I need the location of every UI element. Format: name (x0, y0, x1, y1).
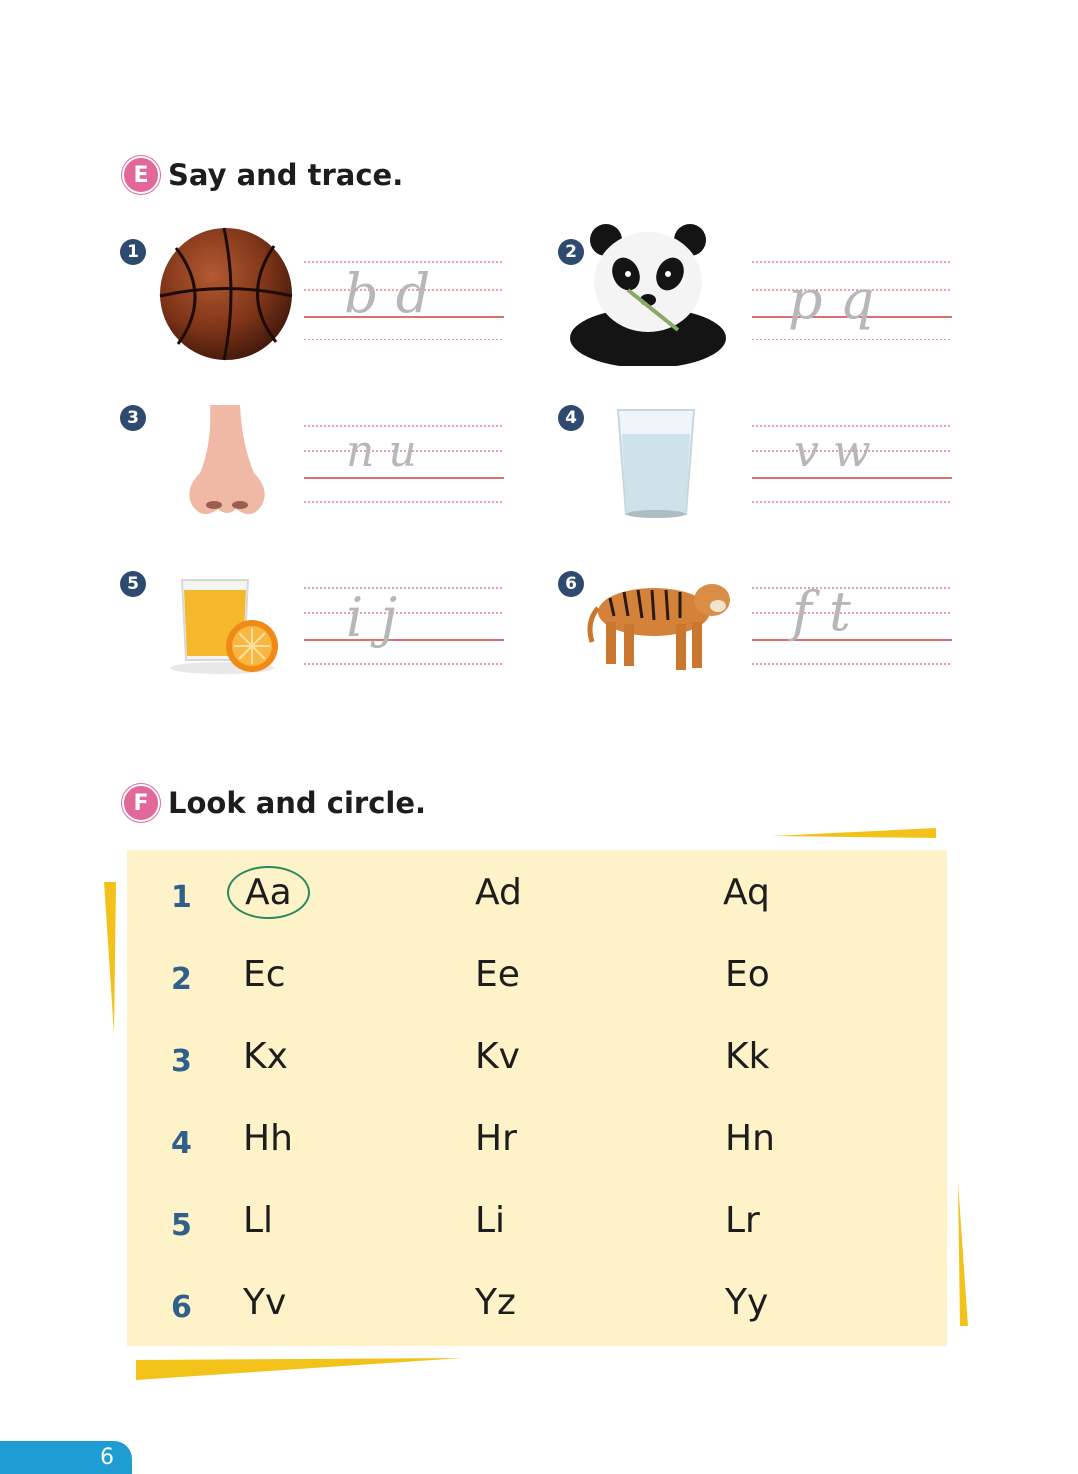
choice-option[interactable]: Lr (725, 1200, 760, 1241)
page-number-tab (0, 1441, 132, 1474)
choice-option[interactable]: Ll (243, 1200, 274, 1241)
row-number: 3 (171, 1044, 192, 1079)
choice-option[interactable]: Yy (725, 1282, 769, 1323)
choice-option[interactable]: Li (475, 1200, 506, 1241)
item-number: 2 (558, 239, 584, 265)
item-number: 5 (120, 571, 146, 597)
choice-option[interactable]: Aa (227, 866, 310, 919)
item-number: 6 (558, 571, 584, 597)
trace-letters: i j (346, 586, 398, 649)
section-e-badge: E (122, 156, 160, 194)
trace-letters: n u (346, 426, 417, 477)
row-number: 6 (171, 1290, 192, 1325)
choice-option[interactable]: Yv (243, 1282, 287, 1323)
choice-option[interactable]: Kv (475, 1036, 520, 1077)
trace-letters: v w (794, 426, 871, 477)
trace-letters: b d (344, 262, 431, 325)
section-f-badge: F (122, 784, 160, 822)
choice-option[interactable]: Hr (475, 1118, 517, 1159)
row-number: 4 (171, 1126, 192, 1161)
choice-option[interactable]: Ee (475, 954, 520, 995)
choice-option[interactable]: Yz (475, 1282, 516, 1323)
choice-row (127, 870, 947, 930)
choice-row (127, 1198, 947, 1258)
choice-option[interactable]: Hn (725, 1118, 775, 1159)
choice-option[interactable]: Ad (475, 872, 522, 913)
row-number: 2 (171, 962, 192, 997)
trace-letters: p q (788, 268, 875, 331)
item-number: 3 (120, 405, 146, 431)
item-number: 4 (558, 405, 584, 431)
page-number: 6 (100, 1445, 114, 1470)
section-e-title: Say and trace. (168, 158, 404, 192)
item-number: 1 (120, 239, 146, 265)
choice-row (127, 1034, 947, 1094)
choice-row (127, 1116, 947, 1176)
choice-row (127, 952, 947, 1012)
choice-option[interactable]: Aq (723, 872, 770, 913)
choice-option[interactable]: Kx (243, 1036, 288, 1077)
choice-option[interactable]: Ec (243, 954, 286, 995)
letter-choice-panel (127, 850, 947, 1346)
row-number: 5 (171, 1208, 192, 1243)
choice-option[interactable]: Eo (725, 954, 770, 995)
choice-row (127, 1280, 947, 1340)
row-number: 1 (171, 880, 192, 915)
trace-letters: f t (792, 580, 851, 643)
choice-option[interactable]: Kk (725, 1036, 770, 1077)
choice-option[interactable]: Hh (243, 1118, 293, 1159)
section-f-title: Look and circle. (168, 786, 427, 820)
